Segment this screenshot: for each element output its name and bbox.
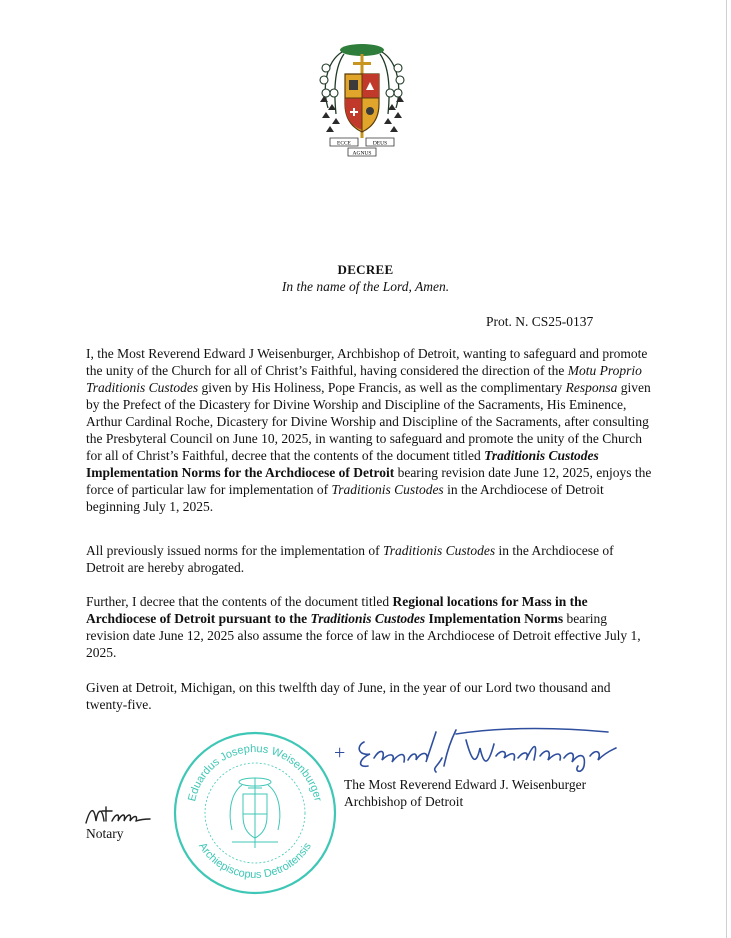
archbishop-seal-icon: [172, 730, 338, 896]
signer-name: The Most Reverend Edward J. Weisenburger: [344, 777, 587, 792]
decree-paragraph-4: Given at Detroit, Michigan, on this twelfth day of June, in the year of our Lord two thousand and twenty-five.: [86, 680, 611, 712]
decree-paragraph-1: I, the Most Reverend Edward J Weisenburger, Archbishop of Detroit, wanting to safeguard and promote the unity of the Church for all of Christ’s Faithful, having considered the direction of the Motu Proprio Traditionis Custodes given by His Holiness, Pope Francis, as well as the complimentary Responsa given by the Prefect of the Dicastery for Divine Worship and Discipline of the Sacraments, His Eminence, Arthur Cardinal Roche, Dicastery for Divine Worship and Discipline of the Sacraments, after consulting the Presbyteral Council on June 10, 2025, in wanting to safeguard and promote the unity of the Church for all of Christ’s Faithful, decree that the contents of the document titled Traditionis Custodes Implementation Norms for the Archdiocese of Detroit bearing revision date June 12, 2025, enjoys the force of particular law for implementation of Traditionis Custodes in the Archdiocese of Detroit beginning July 1, 2025.: [86, 346, 652, 514]
decree-paragraph-3: Further, I decree that the contents of the document titled Regional locations for Mass in the Archdiocese of Detroit pursuant to the Traditionis Custodes Implementation Norms bearing revision date June 12, 2025 also assume the force of law in the Archdiocese of Detroit effective July 1, 2025.: [86, 594, 641, 660]
decree-paragraph-2: All previously issued norms for the implementation of Traditionis Custodes in the Archdiocese of Detroit are hereby abrogated.: [86, 543, 614, 575]
decree-title: DECREE: [337, 262, 394, 277]
archbishop-signature-icon: [346, 722, 626, 776]
notary-label: Notary: [86, 826, 124, 841]
signer-title: Archbishop of Detroit: [344, 794, 464, 809]
svg-text:AGNUS: AGNUS: [352, 150, 372, 157]
decree-invocation: In the name of the Lord, Amen.: [281, 279, 450, 294]
notary-signature-icon: [82, 799, 152, 829]
protocol-number: Prot. N. CS25-0137: [486, 314, 594, 329]
coat-of-arms-icon: [312, 38, 412, 164]
svg-text:DEUS: DEUS: [372, 140, 388, 147]
svg-text:Eduardus Josephus Weisenburger: Eduardus Josephus Weisenburger: [186, 742, 324, 803]
svg-text:ECCE: ECCE: [336, 140, 352, 147]
page-edge-divider: [726, 0, 727, 938]
svg-text:Archiepiscopus Detroitensis: Archiepiscopus Detroitensis: [196, 840, 314, 882]
signature-cross: +: [334, 742, 346, 764]
